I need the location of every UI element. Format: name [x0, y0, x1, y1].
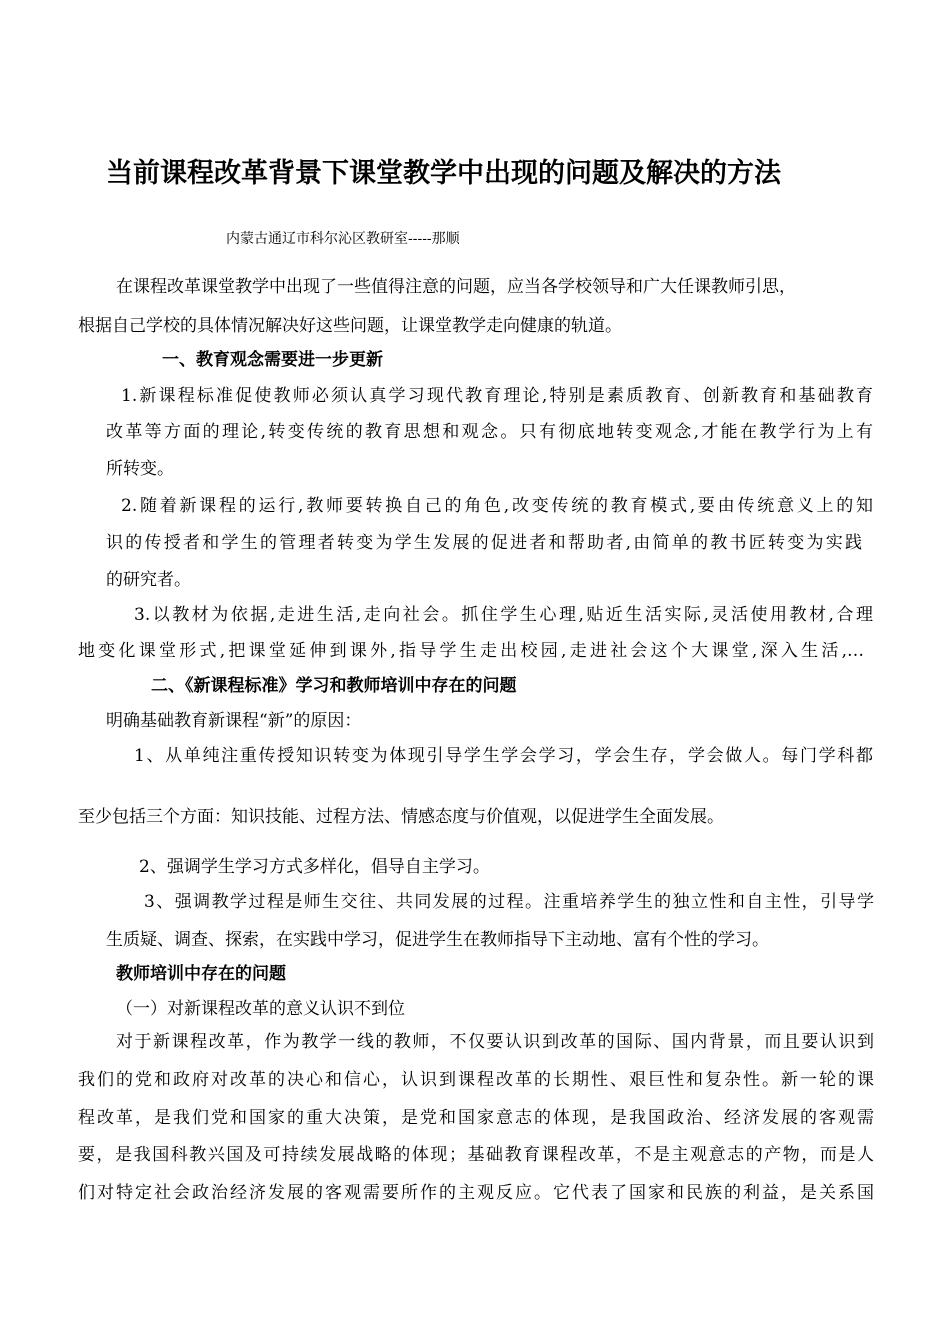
section-1-item-3-line-2: 地变化课堂形式,把课堂延伸到课外,指导学生走出校园,走进社会这个大课堂,深入生活,…	[78, 641, 864, 661]
section-2-point-3-line-1: 3、强调教学过程是师生交往、共同发展的过程。注重培养学生的独立性和自主性，引导学	[144, 892, 874, 912]
section-2-point-2: 2、强调学生学习方式多样化，倡导自主学习。	[139, 857, 490, 877]
section-1-item-2-line-1: 2.随着新课程的运行,教师要转换自己的角色,改变传统的教育模式,要由传统意义上的知	[121, 496, 873, 516]
section-1-item-1-line-1: 1.新课程标准促使教师必须认真学习现代教育理论,特别是素质教育、创新教育和基础教育	[121, 386, 873, 406]
section-2-heading: 二、《新课程标准》学习和教师培训中存在的问题	[151, 676, 517, 696]
section-1-item-1-line-3: 所转变。	[106, 459, 174, 479]
section-2-point-1-line-2: 至少包括三个方面：知识技能、过程方法、情感态度与价值观，以促进学生全面发展。	[78, 807, 724, 827]
sub-1-body-line-4: 要，是我国科教兴国及可持续发展战略的体现；基础教育课程改革，不是主观意志的产物，而是人	[78, 1145, 874, 1165]
section-1-item-3-line-1: 3.以教材为依据,走进生活,走向社会。抓住学生心理,贴近生活实际,灵活使用教材,合理	[134, 605, 873, 625]
document-author: 内蒙古通辽市科尔沁区教研室-----那顺	[226, 231, 460, 247]
sub-1-body-line-3: 程改革，是我们党和国家的重大决策，是党和国家意志的体现，是我国政治、经济发展的客观需	[78, 1108, 874, 1128]
section-1-item-2-line-3: 的研究者。	[106, 570, 191, 590]
sub-1-body-line-1: 对于新课程改革，作为教学一线的教师，不仅要认识到改革的国际、国内背景，而且要认识到	[116, 1032, 874, 1052]
intro-line-1: 在课程改革课堂教学中出现了一些值得注意的问题，应当各学校领导和广大任课教师引思，	[116, 277, 796, 297]
sub-1-heading: （一）对新课程改革的意义认识不到位	[116, 999, 405, 1019]
section-2-point-3-line-2: 生质疑、调查、探索，在实践中学习，促进学生在教师指导下主动地、富有个性的学习。	[106, 930, 769, 950]
section-1-item-1-line-2: 改革等方面的理论,转变传统的教育思想和观念。只有彻底地转变观念,才能在教学行为上有	[106, 422, 873, 442]
section-2-lead: 明确基础教育新课程“新”的原因：	[106, 711, 362, 731]
sub-1-body-line-5: 们对特定社会政治经济发展的客观需要所作的主观反应。它代表了国家和民族的利益，是关系国	[78, 1183, 874, 1203]
training-heading: 教师培训中存在的问题	[116, 964, 286, 984]
document-title: 当前课程改革背景下课堂教学中出现的问题及解决的方法	[106, 158, 781, 189]
section-1-item-2-line-2: 识的传授者和学生的管理者转变为学生发展的促进者和帮助者,由简单的教书匠转变为实践	[106, 533, 862, 553]
sub-1-body-line-2: 我们的党和政府对改革的决心和信心，认识到课程改革的长期性、艰巨性和复杂性。新一轮的课	[78, 1070, 874, 1090]
intro-line-2: 根据自己学校的具体情况解决好这些问题，让课堂教学走向健康的轨道。	[78, 316, 622, 336]
section-2-point-1-line-1: 1、从单纯注重传授知识转变为体现引导学生学会学习，学会生存，学会做人。每门学科都	[134, 746, 873, 766]
section-1-heading: 一、教育观念需要进一步更新	[162, 350, 383, 370]
